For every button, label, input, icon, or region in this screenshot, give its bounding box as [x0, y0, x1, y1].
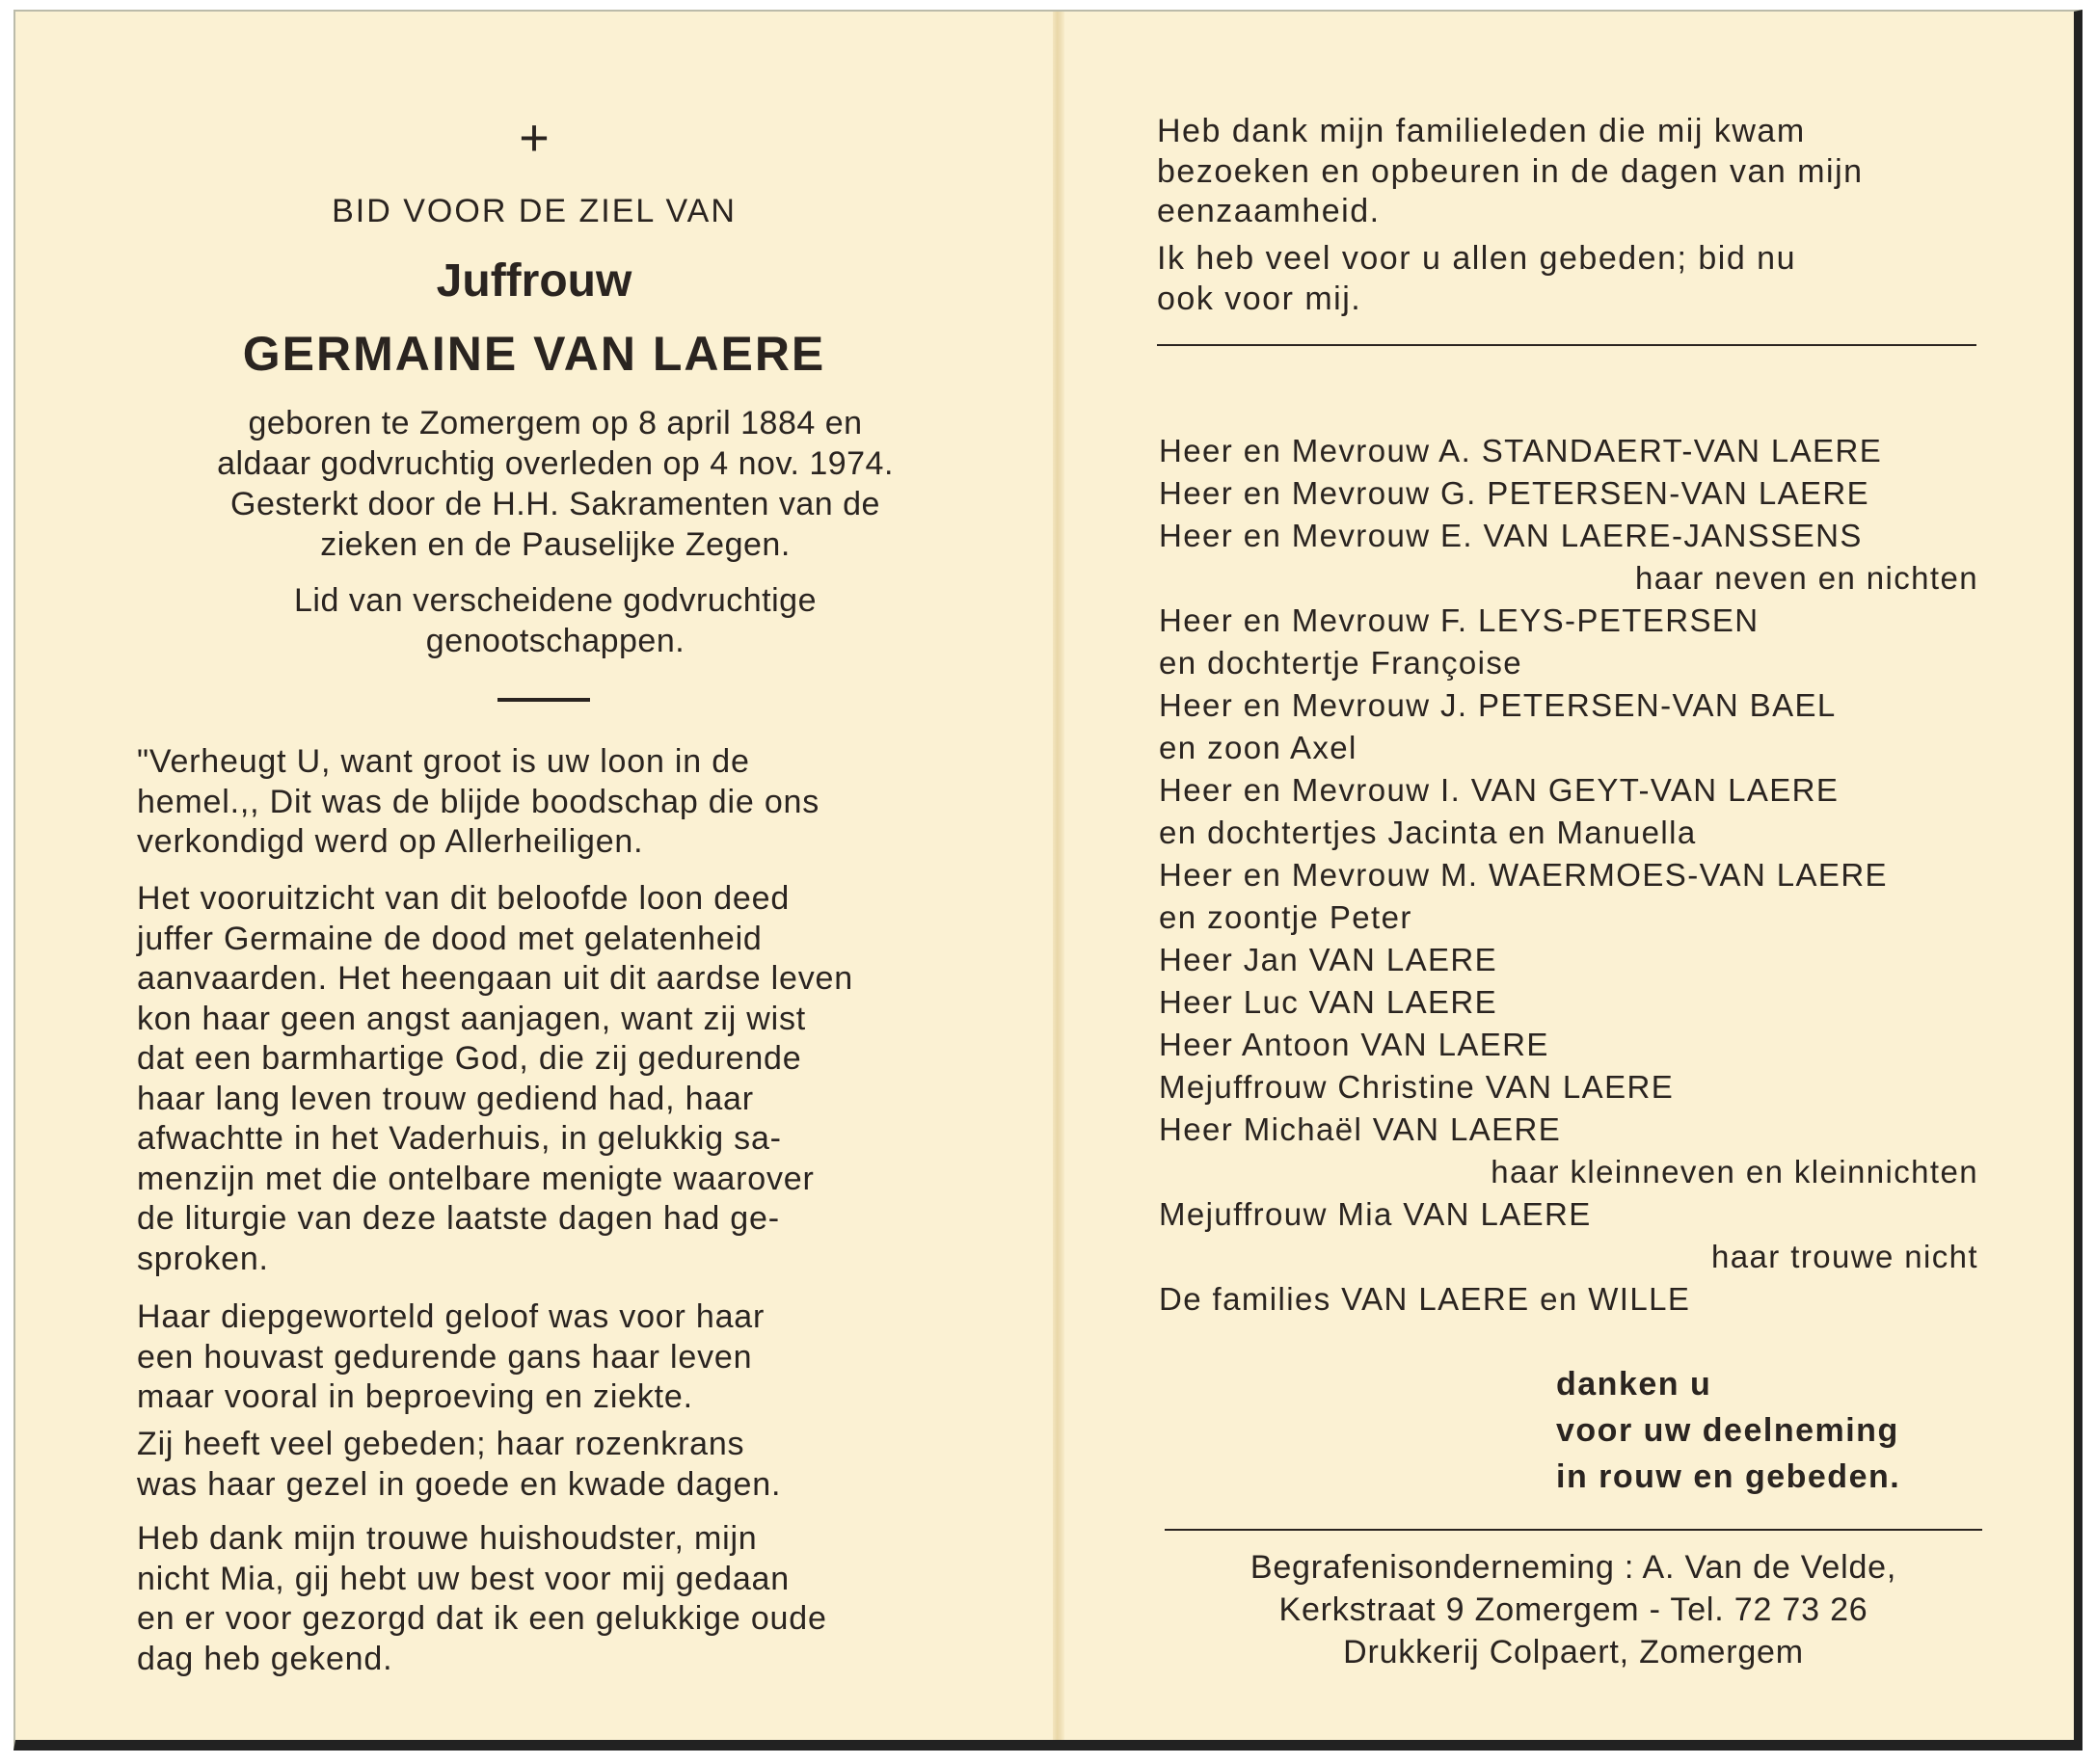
- text-line: Kerkstraat 9 Zomergem - Tel. 72 73 26: [1278, 1591, 1868, 1628]
- family-entry: Heer Michaël VAN LAERE: [1159, 1111, 1562, 1147]
- footer-divider: [1165, 1529, 1982, 1531]
- text-line: en er voor gezorgd dat ik een gelukkige oude: [137, 1600, 827, 1637]
- birth-death-info: [131, 403, 980, 565]
- text-line: aldaar godvruchtig overleden op 4 nov. 1974.: [217, 445, 894, 482]
- family-list: [1159, 430, 1978, 1321]
- family-entry: Heer en Mevrouw F. LEYS-PETERSEN: [1159, 602, 1760, 638]
- family-entry: Heer Antoon VAN LAERE: [1159, 1027, 1549, 1062]
- text-line: genootschappen.: [425, 623, 685, 659]
- family-entry: haar neven en nichten: [1635, 560, 1978, 596]
- text-line: Lid van verscheidene godvruchtige: [294, 582, 817, 619]
- family-entry: en dochtertje Françoise: [1159, 645, 1523, 681]
- text-line: bezoeken en opbeuren in de dagen van mijn: [1157, 152, 1864, 190]
- text-line: Ik heb veel voor u allen gebeden; bid nu: [1157, 240, 1797, 277]
- text-line: in rouw en gebeden.: [1556, 1458, 1901, 1495]
- text-line: kon haar geen angst aanjagen, want zij wist: [137, 1000, 807, 1037]
- paragraph-prayer-request: [1157, 239, 1976, 319]
- paragraph-rosary: [137, 1425, 976, 1505]
- family-entry: Heer en Mevrouw M. WAERMOES-VAN LAERE: [1159, 857, 1888, 893]
- honorific-title: Juffrouw: [436, 255, 632, 307]
- text-line: verkondigd werd op Allerheiligen.: [137, 823, 644, 860]
- family-entry: Heer en Mevrouw A. STANDAERT-VAN LAERE: [1159, 433, 1883, 468]
- family-entry: haar trouwe nicht: [1711, 1239, 1978, 1274]
- text-line: danken u: [1556, 1366, 1712, 1403]
- family-entry: Heer en Mevrouw G. PETERSEN-VAN LAERE: [1159, 475, 1870, 511]
- text-line: zieken en de Pauselijke Zegen.: [320, 526, 791, 563]
- text-line: Gesterkt door de H.H. Sakramenten van de: [230, 486, 880, 522]
- deceased-name: GERMAINE VAN LAERE: [242, 327, 826, 381]
- text-line: maar vooral in beproeving en ziekte.: [137, 1378, 693, 1415]
- text-line: Drukkerij Colpaert, Zomergem: [1343, 1634, 1804, 1670]
- text-line: Heb dank mijn trouwe huishoudster, mijn: [137, 1520, 758, 1557]
- family-entry: en dochtertjes Jacinta en Manuella: [1159, 815, 1697, 850]
- text-line: geboren te Zomergem op 8 april 1884 en: [248, 405, 863, 441]
- family-entry: Heer en Mevrouw I. VAN GEYT-VAN LAERE: [1159, 772, 1840, 808]
- text-line: sproken.: [137, 1240, 269, 1277]
- text-line: aanvaarden. Het heengaan uit dit aardse leven: [137, 960, 853, 997]
- printer-footer: [1165, 1546, 1982, 1673]
- family-entry: haar kleinneven en kleinnichten: [1491, 1154, 1978, 1189]
- family-entry: Heer en Mevrouw E. VAN LAERE-JANSSENS: [1159, 518, 1863, 553]
- section-divider: [497, 698, 590, 702]
- text-line: voor uw deelneming: [1556, 1412, 1899, 1449]
- text-line: was haar gezel in goede en kwade dagen.: [137, 1465, 782, 1503]
- family-entry: en zoontje Peter: [1159, 899, 1412, 935]
- right-page: [1064, 12, 2077, 1740]
- paragraph-faith: [137, 1297, 976, 1418]
- text-line: hemel.,, Dit was de blijde boodschap die ons: [137, 783, 820, 820]
- paragraph-reward: [137, 879, 976, 1279]
- text-line: de liturgie van deze laatste dagen had ge-: [137, 1200, 780, 1237]
- text-line: een houvast gedurende gans haar leven: [137, 1338, 753, 1376]
- text-line: Zij heeft veel gebeden; haar rozenkrans: [137, 1426, 745, 1462]
- family-entry: Heer Luc VAN LAERE: [1159, 984, 1498, 1020]
- text-line: nicht Mia, gij hebt uw best voor mij gedaan: [137, 1560, 790, 1597]
- card-fold: [1053, 12, 1064, 1740]
- text-line: "Verheugt U, want groot is uw loon in de: [137, 743, 750, 780]
- cross-icon: +: [519, 109, 550, 167]
- text-line: dag heb gekend.: [137, 1640, 393, 1677]
- text-line: Heb dank mijn familieleden die mij kwam: [1157, 113, 1806, 149]
- text-line: afwachtte in het Vaderhuis, in gelukkig sa-: [137, 1120, 782, 1157]
- text-line: juffer Germaine de dood met gelatenheid: [137, 920, 763, 957]
- family-entry: Heer en Mevrouw J. PETERSEN-VAN BAEL: [1159, 687, 1837, 723]
- family-entry: Mejuffrouw Christine VAN LAERE: [1159, 1069, 1675, 1105]
- text-line: Begrafenisonderneming : A. Van de Velde,: [1250, 1549, 1897, 1586]
- memorial-card: [13, 10, 2083, 1751]
- text-line: menzijn met die ontelbare menigte waarover: [137, 1160, 815, 1197]
- membership-info: [131, 580, 980, 661]
- family-entry: Heer Jan VAN LAERE: [1159, 942, 1498, 977]
- text-line: ook voor mij.: [1157, 280, 1362, 317]
- section-divider: [1157, 344, 1976, 346]
- paragraph-family-thanks: [1157, 112, 1976, 232]
- family-entry: Mejuffrouw Mia VAN LAERE: [1159, 1196, 1592, 1232]
- left-page: [15, 12, 1053, 1740]
- family-entry: en zoon Axel: [1159, 730, 1357, 765]
- paragraph-housekeeper: [137, 1519, 976, 1679]
- prayer-heading: BID VOOR DE ZIEL VAN: [332, 193, 737, 229]
- text-line: Het vooruitzicht van dit beloofde loon deed: [137, 880, 791, 917]
- text-line: haar lang leven trouw gediend had, haar: [137, 1080, 754, 1117]
- text-line: eenzaamheid.: [1157, 193, 1381, 229]
- text-line: Haar diepgeworteld geloof was voor haar: [137, 1298, 766, 1335]
- family-entry: De families VAN LAERE en WILLE: [1159, 1281, 1691, 1317]
- text-line: dat een barmhartige God, die zij gedurende: [137, 1040, 802, 1077]
- paragraph-all-saints: [137, 742, 976, 863]
- thanks-block: [1556, 1361, 1900, 1500]
